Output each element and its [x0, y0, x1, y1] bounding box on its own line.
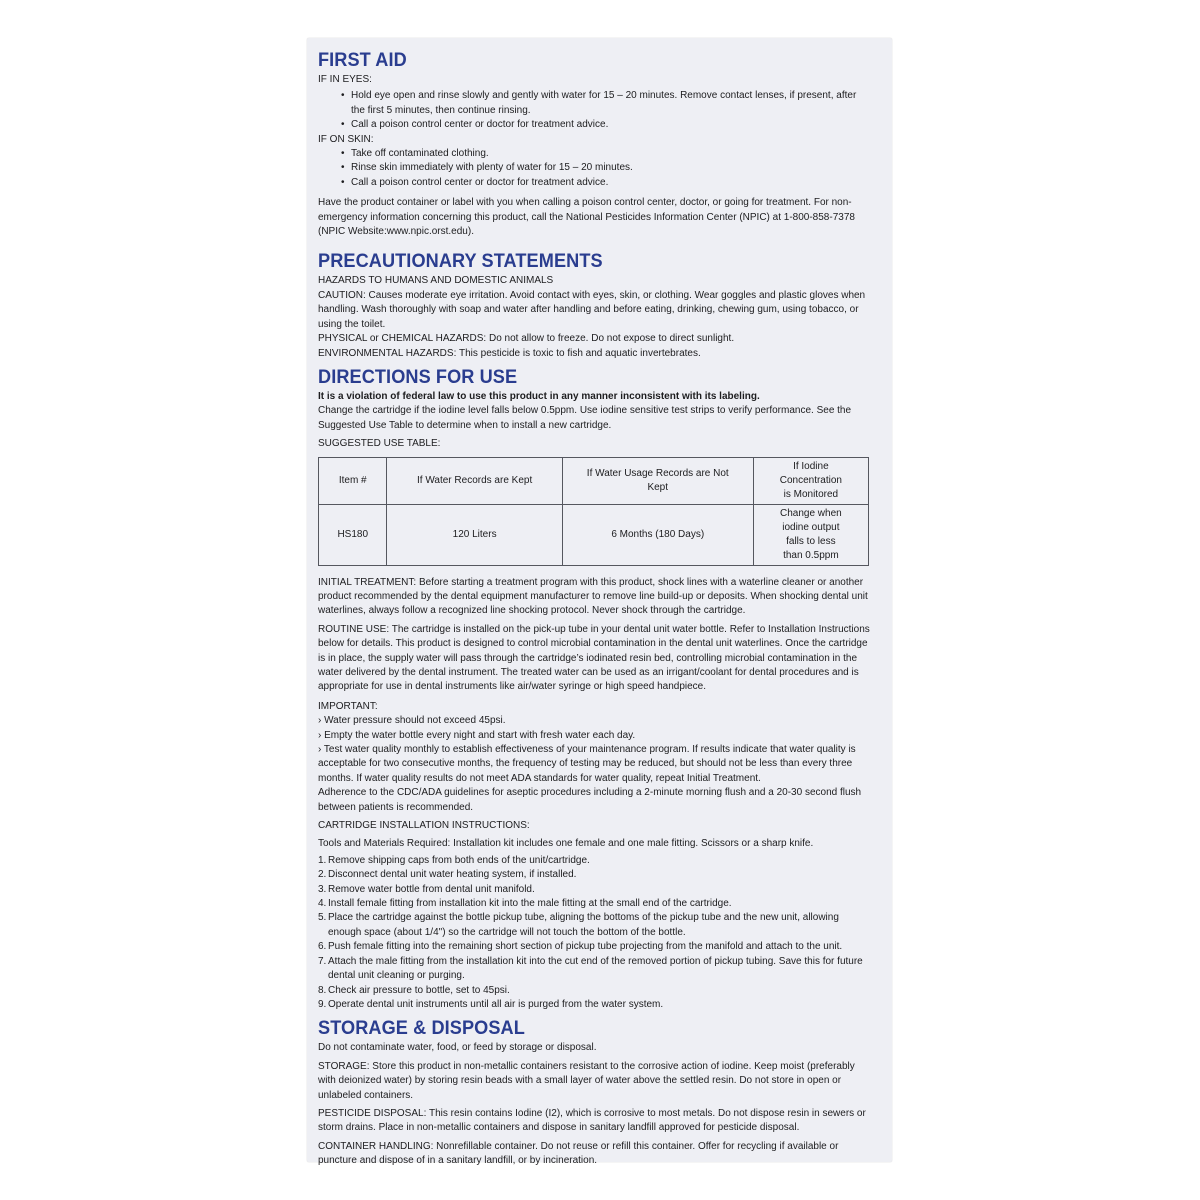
step-text: Attach the male fitting from the installation kit into the cut end of the removed portion of pickup tubing. Save this for future dental unit cleaning or purging.	[328, 955, 863, 982]
step-text: Remove shipping caps from both ends of the unit/cartridge.	[328, 854, 590, 866]
storage-paragraph	[318, 1060, 872, 1103]
precautionary-heading: PRECAUTIONARY STATEMENTS	[318, 250, 603, 273]
pesticide-disposal-label: PESTICIDE DISPOSAL:	[318, 1107, 427, 1119]
storage-intro: Do not contaminate water, food, or feed by storage or disposal.	[318, 1042, 597, 1054]
step-number: 1.	[318, 854, 327, 866]
table-cell: HS180	[319, 504, 387, 565]
installation-step	[318, 868, 872, 882]
important-list	[318, 714, 872, 786]
environmental-paragraph	[318, 347, 872, 361]
pesticide-disposal-text: This resin contains Iodine (I2), which is corrosive to most metals. Do not dispose resin in sewers or storm drains. Place in non-metallic containers and dispose in sanitary landfill approved for pesticide disposal.	[318, 1107, 866, 1134]
directions-heading: DIRECTIONS FOR USE	[318, 365, 518, 388]
installation-steps	[318, 854, 872, 1012]
list-item: • Call a poison control center or doctor for treatment advice.	[351, 118, 872, 132]
table-header-cell: If Water Records are Kept	[387, 457, 562, 504]
skin-list	[318, 147, 872, 190]
environmental-text: This pesticide is toxic to fish and aquatic invertebrates.	[456, 347, 701, 359]
table-row	[319, 504, 869, 565]
list-item: › Test water quality monthly to establish effectiveness of your maintenance program. If results indicate that water quality is acceptable for two consecutive months, the frequency of testing may be reduced, but should not be less than every three months. If water quality results do not meet ADA standards for water quality, repeat Initial Treatment.	[318, 744, 856, 784]
suggested-use-table	[318, 457, 869, 566]
list-item: › Water pressure should not exceed 45psi.	[318, 715, 506, 727]
skin-subheading: IF ON SKIN:	[318, 133, 374, 145]
initial-treatment-text: Before starting a treatment program with this product, shock lines with a waterline cleaner or another product recommended by the dental equipment manufacturer to remove line build-up or deposits. When shocking dental unit waterlines, always follow a recognized line shocking protocol. Never shock through the cartridge.	[318, 576, 868, 617]
container-handling-text: Nonrefillable container. Do not reuse or refill this container. Offer for recycling if available or puncture and dispose of in a sanitary landfill, or by incineration.	[318, 1140, 839, 1167]
caution-label: CAUTION:	[318, 289, 366, 301]
step-text: Place the cartridge against the bottle pickup tube, aligning the bottoms of the pickup tube and the new unit, allowing enough space (about 1/4") so the cartridge will not touch the bottom of the bottle.	[328, 912, 839, 938]
physical-label: PHYSICAL or CHEMICAL HAZARDS:	[318, 333, 487, 345]
important-heading: IMPORTANT:	[318, 700, 378, 712]
step-text: Disconnect dental unit water heating system, if installed.	[328, 869, 577, 881]
eyes-subheading: IF IN EYES:	[318, 74, 372, 85]
list-item: • Rinse skin immediately with plenty of water for 15 – 20 minutes.	[351, 161, 872, 175]
installation-step	[318, 940, 872, 954]
table-cell: 6 Months (180 Days)	[562, 504, 753, 565]
installation-step	[318, 911, 872, 940]
step-number: 5.	[318, 912, 327, 924]
initial-treatment-paragraph	[318, 576, 872, 619]
table-header-cell: Item #	[319, 457, 387, 504]
eyes-list	[318, 89, 872, 132]
installation-step	[318, 883, 872, 897]
table-header-cell: If Iodine Concentration is Monitored	[753, 457, 868, 504]
step-number: 4.	[318, 898, 327, 910]
step-number: 3.	[318, 883, 327, 895]
table-cell: 120 Liters	[387, 504, 562, 565]
step-number: 7.	[318, 955, 327, 967]
routine-use-paragraph	[318, 623, 872, 695]
container-handling-label: CONTAINER HANDLING:	[318, 1140, 434, 1152]
list-item: • Call a poison control center or doctor for treatment advice.	[351, 176, 872, 190]
label-panel	[307, 38, 892, 1167]
step-text: Remove water bottle from dental unit manifold.	[328, 883, 535, 895]
storage-label: STORAGE:	[318, 1060, 370, 1072]
step-number: 8.	[318, 984, 327, 996]
routine-use-label: ROUTINE USE:	[318, 623, 390, 635]
caution-text: Causes moderate eye irritation. Avoid contact with eyes, skin, or clothing. Wear goggles and plastic gloves when handling. Wash thoroughly with soap and water after handling and before eating, drinking, chewing gum, using tobacco, or using the toilet.	[318, 289, 866, 330]
physical-paragraph	[318, 332, 872, 346]
step-number: 9.	[318, 998, 327, 1010]
table-header-row	[319, 457, 869, 504]
installation-step	[318, 897, 872, 911]
first-aid-heading: FIRST AID	[318, 49, 407, 71]
installation-step	[318, 955, 872, 984]
step-text: Push female fitting into the remaining short section of pickup tube projecting from the manifold and attach to the unit.	[328, 941, 843, 953]
environmental-label: ENVIRONMENTAL HAZARDS:	[318, 347, 457, 359]
step-text: Check air pressure to bottle, set to 45psi.	[328, 984, 510, 996]
routine-use-text: The cartridge is installed on the pick-up tube in your dental unit water bottle. Refer to Installation Instructions below for details. This product is designed to control microbial contamination in the dental unit waterlines. Once the cartridge is in place, the supply water will pass through the cartridge’s iodinated resin bed, controlling microbial contamination in the water delivered by the dental instrument. The treated water can be used as an irrigant/coolant for dental procedures and is appropriate for use in dental instruments like air/water syringe or high speed handpiece.	[318, 623, 870, 693]
list-item: • Hold eye open and rinse slowly and gently with water for 15 – 20 minutes. Remove contact lenses, if present, after the first 5 minutes, then continue rinsing.	[351, 89, 872, 118]
step-text: Install female fitting from installation kit into the male fitting at the small end of the cartridge.	[328, 898, 732, 910]
table-header-cell: If Water Usage Records are Not Kept	[562, 457, 753, 504]
violation-statement: It is a violation of federal law to use this product in any manner inconsistent with its labeling.	[318, 390, 760, 402]
tools-text: Tools and Materials Required: Installation kit includes one female and one male fitting. Scissors or a sharp knife.	[318, 838, 814, 850]
list-item: • Take off contaminated clothing.	[351, 147, 872, 161]
installation-step	[318, 998, 872, 1012]
step-text: Operate dental unit instruments until all air is purged from the water system.	[328, 998, 664, 1010]
step-number: 2.	[318, 869, 327, 881]
installation-heading: CARTRIDGE INSTALLATION INSTRUCTIONS:	[318, 820, 530, 832]
npic-note: Have the product container or label with you when calling a poison control center, doctor, or going for treatment. For non-emergency information concerning this product, call the National Pesticides Information Center (NPIC) at 1-800-858-7378 (NPIC Website:www.npic.orst.edu).	[318, 197, 855, 238]
table-cell: Change when iodine output falls to less than 0.5ppm	[753, 504, 868, 565]
container-handling-paragraph	[318, 1140, 872, 1169]
step-number: 6.	[318, 941, 327, 953]
list-item: › Empty the water bottle every night and start with fresh water each day.	[318, 729, 636, 741]
installation-step	[318, 854, 872, 868]
caution-paragraph	[318, 289, 872, 332]
table-heading: SUGGESTED USE TABLE:	[318, 438, 441, 450]
storage-heading: STORAGE & DISPOSAL	[318, 1017, 525, 1040]
installation-step	[318, 984, 872, 998]
pesticide-disposal-paragraph	[318, 1107, 872, 1136]
change-cartridge-text: Change the cartridge if the iodine level falls below 0.5ppm. Use iodine sensitive test strips to verify performance. See the Suggested Use Table to determine when to install a new cartridge.	[318, 405, 852, 431]
adherence-text: Adherence to the CDC/ADA guidelines for aseptic procedures including a 2-minute morning flush and a 20-30 second flush between patients is recommended.	[318, 787, 862, 813]
storage-text: Store this product in non-metallic containers resistant to the corrosive action of iodine. Keep moist (preferably with deionized water) by storing resin beads with a small layer of water above the settled resin. Do not store in open or unlabeled containers.	[318, 1060, 855, 1101]
physical-text: Do not allow to freeze. Do not expose to direct sunlight.	[486, 333, 735, 345]
initial-treatment-label: INITIAL TREATMENT:	[318, 576, 417, 588]
hazards-subheading: HAZARDS TO HUMANS AND DOMESTIC ANIMALS	[318, 275, 554, 287]
